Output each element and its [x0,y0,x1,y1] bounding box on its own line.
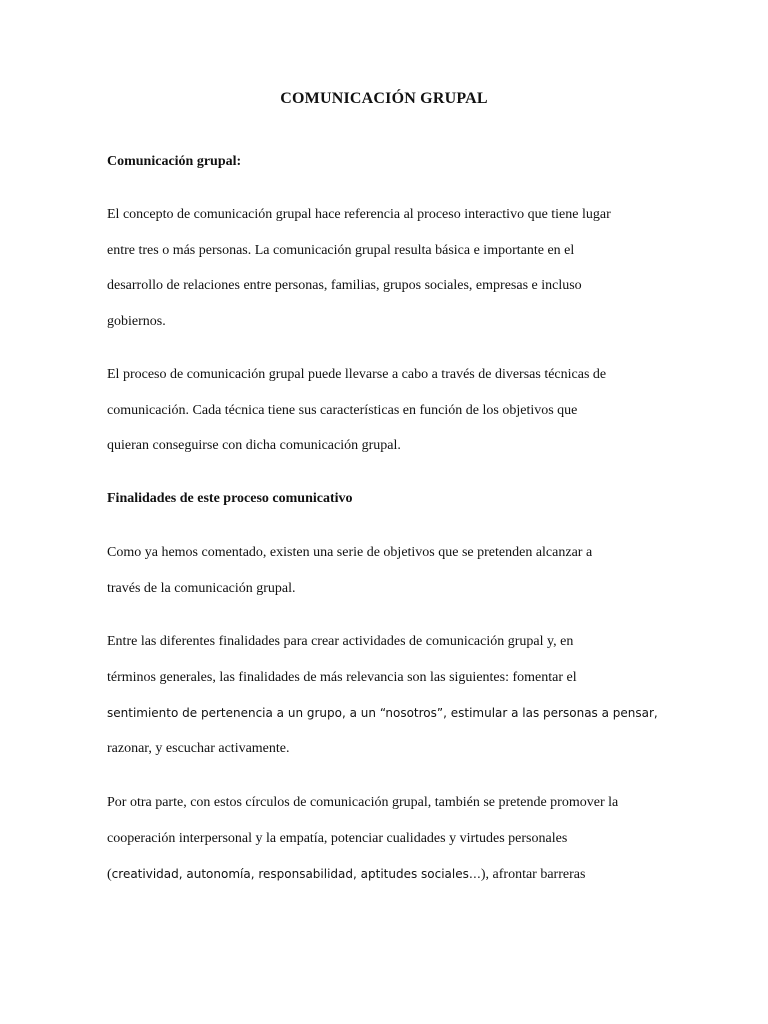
text-line: Entre las diferentes finalidades para crear actividades de comunicación grupal y, en [107,634,574,649]
paragraph-proceso [107,365,667,472]
document-title: COMUNICACIÓN GRUPAL [280,90,488,107]
section-heading-comunicacion-grupal: Comunicación grupal: [107,154,242,169]
open-parenthesis: ( [107,867,112,882]
text-line: entre tres o más personas. La comunicación grupal resulta básica e importante en el [107,242,575,258]
paragraph-cooperacion [107,793,667,900]
text-line: términos generales, las finalidades de más relevancia son las siguientes: fomentar el [107,669,577,685]
text-line: través de la comunicación grupal. [107,580,296,596]
text-line-mixed [107,864,667,900]
section-heading-finalidades: Finalidades de este proceso comunicativo [107,491,353,506]
text-continuation: ), afrontar barreras [480,867,586,882]
text-line: desarrollo de relaciones entre personas, familias, grupos sociales, empresas e incluso [107,278,582,293]
text-line: Como ya hemos comentado, existen una serie de objetivos que se pretenden alcanzar a [107,545,593,560]
text-line-alt-font: sentimiento de pertenencia a un grupo, a un “nosotros”, estimular a las personas a pensar, [107,706,658,720]
paragraph-concepto [107,205,667,347]
text-line: razonar, y escuchar activamente. [107,740,290,756]
text-line: cooperación interpersonal y la empatía, potenciar cualidades y virtudes personales [107,830,568,846]
aptitudes-list: creatividad, autonomía, responsabilidad, aptitudes sociales… [111,867,481,881]
text-line: quieran conseguirse con dicha comunicación grupal. [107,438,401,453]
text-line: comunicación. Cada técnica tiene sus características en función de los objetivos que [107,402,578,418]
paragraph-objetivos [107,543,667,614]
paragraph-finalidades [107,632,667,774]
text-line: El proceso de comunicación grupal puede llevarse a cabo a través de diversas técnicas de [107,367,607,382]
text-line: gobiernos. [107,313,166,329]
text-line: El concepto de comunicación grupal hace referencia al proceso interactivo que tiene lugar [107,207,611,222]
text-line: Por otra parte, con estos círculos de comunicación grupal, también se pretende promover la [107,795,619,810]
